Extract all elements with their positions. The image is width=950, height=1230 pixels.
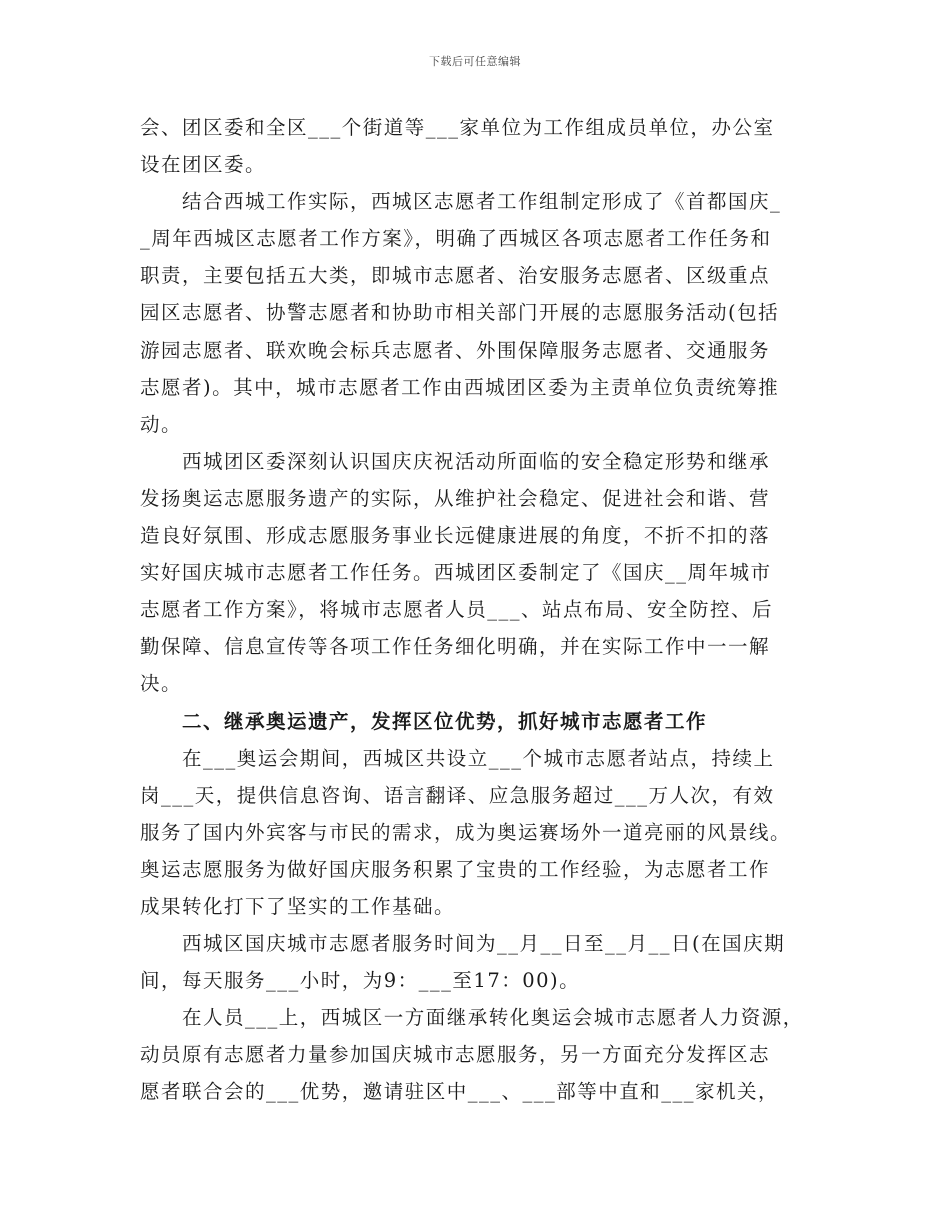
text-line: 奥运志愿服务为做好国庆服务积累了宝贵的工作经验，为志愿者工作 <box>140 857 771 881</box>
text-line: 愿者联合会的___优势，邀请驻区中___、___部等中直和___家机关， <box>140 1080 780 1104</box>
text-line: _周年西城区志愿者工作方案》，明确了西城区各项志愿者工作任务和 <box>140 227 772 251</box>
text-line: 动员原有志愿者力量参加国庆城市志愿服务，另一方面充分发挥区志 <box>140 1043 771 1067</box>
text-line: 志愿者)。其中，城市志愿者工作由西城团区委为主责单位负责统筹推 <box>140 375 780 399</box>
text-line: 设在团区委。 <box>140 153 267 177</box>
text-line: 志愿者工作方案》，将城市志愿者人员___、站点布局、安全防控、后 <box>140 598 774 622</box>
text-line: 服务了国内外宾客与市民的需求，成为奥运赛场外一道亮丽的风景线。 <box>140 820 792 844</box>
text-line: 发扬奥运志愿服务遗产的实际，从维护社会稳定、促进社会和谐、营 <box>140 486 771 510</box>
text-line: 西城区国庆城市志愿者服务时间为__月__日至__月__日(在国庆期 <box>140 932 786 956</box>
text-line: 间，每天服务___小时，为9：___至17：00)。 <box>140 969 581 993</box>
text-line: 职责，主要包括五大类，即城市志愿者、治安服务志愿者、区级重点 <box>140 264 771 288</box>
text-line: 在___奥运会期间，西城区共设立___个城市志愿者站点，持续上 <box>140 746 775 770</box>
text-line: 园区志愿者、协警志愿者和协助市相关部门开展的志愿服务活动(包括 <box>140 301 780 325</box>
text-line: 在人员___上，西城区一方面继承转化奥运会城市志愿者人力资源， <box>140 1006 804 1030</box>
text-line: 造良好氛围、形成志愿服务事业长远健康进展的角度，不折不扣的落 <box>140 524 771 548</box>
document-body <box>140 109 810 1111</box>
page-header: 下载后可任意编辑 <box>429 55 521 68</box>
section-heading: 二、继承奥运遗产，发挥区位优势，抓好城市志愿者工作 <box>140 709 708 733</box>
text-line: 动。 <box>140 412 183 436</box>
text-line: 勤保障、信息宣传等各项工作任务细化明确，并在实际工作中一一解 <box>140 635 771 659</box>
text-line: 决。 <box>140 672 183 696</box>
text-line: 西城团区委深刻认识国庆庆祝活动所面临的安全稳定形势和继承 <box>140 449 771 473</box>
text-line: 会、团区委和全区___个街道等___家单位为工作组成员单位，办公室 <box>140 116 775 139</box>
text-line: 结合西城工作实际，西城区志愿者工作组制定形成了《首都国庆_ <box>140 190 782 214</box>
text-line: 成果转化打下了坚实的工作基础。 <box>140 894 456 918</box>
text-line: 岗___天，提供信息咨询、语言翻译、应急服务超过___万人次，有效 <box>140 783 775 807</box>
text-line: 游园志愿者、联欢晚会标兵志愿者、外围保障服务志愿者、交通服务 <box>140 338 771 362</box>
text-line: 实好国庆城市志愿者工作任务。西城团区委制定了《国庆__周年城市 <box>140 561 772 585</box>
